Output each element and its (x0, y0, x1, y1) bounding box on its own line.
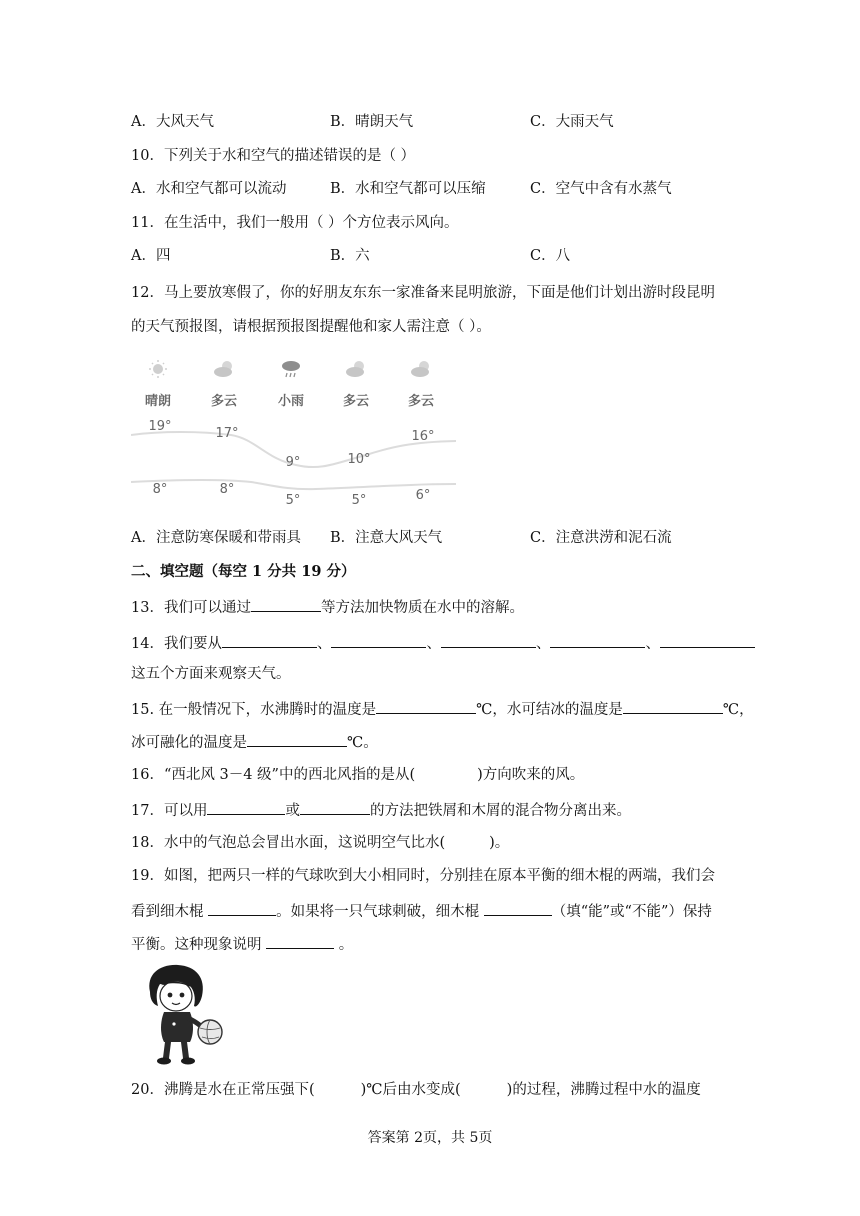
q14-blank-3[interactable] (441, 632, 536, 648)
q17 (131, 799, 631, 821)
cloudy-icon (411, 361, 429, 377)
q19-text-2: 看到细木棍 (131, 904, 209, 920)
q10-option-c: C．空气中含有水蒸气 (530, 181, 672, 197)
q12-option-c: C．注意洪涝和泥石流 (530, 530, 672, 546)
q15-line1 (131, 698, 754, 720)
q15-text-1: 15. 在一般情况下，水沸腾时的温度是 (131, 702, 377, 718)
q12-option-b: B．注意大风天气 (330, 530, 443, 546)
q20-text-2: )℃后由水变成( (360, 1082, 461, 1098)
q15-blank-3[interactable] (247, 731, 347, 747)
section-title-fill-in: 二、填空题（每空 1 分共 19 分） (131, 563, 356, 580)
weather-day-2-label: 多云 (210, 394, 238, 409)
q19-blank-2[interactable] (484, 900, 552, 916)
q20-text-1: 20．沸腾是水在正常压强下( (131, 1082, 315, 1098)
low-temp-curve (131, 480, 456, 489)
q17-text-3: 的方法把铁屑和木屑的混合物分离出来。 (369, 803, 631, 819)
q19-text-6: 。 (334, 937, 354, 953)
q19-blank-3[interactable] (266, 933, 334, 949)
q10-option-b: B．水和空气都可以压缩 (330, 181, 486, 197)
q20-text-3: )的过程，沸腾过程中水的温度 (506, 1082, 701, 1098)
weather-day-4-high: 10° (347, 452, 371, 467)
q14-sep: 、 (316, 636, 332, 652)
q18-text-1: 18．水中的气泡总会冒出水面，这说明空气比水( (131, 835, 446, 851)
q15-text-3: ℃， (722, 702, 754, 718)
q13 (131, 596, 524, 618)
weather-day-5-low: 6° (415, 488, 431, 503)
q14-blank-1[interactable] (222, 632, 317, 648)
q17-text-2: 或 (285, 803, 300, 819)
weather-day-5-label: 多云 (407, 394, 435, 409)
q17-text-1: 17．可以用 (131, 803, 208, 819)
q11-option-b: B．六 (330, 248, 370, 264)
q11-option-a: A．四 (131, 248, 171, 264)
q16 (131, 765, 584, 785)
q20 (131, 1080, 701, 1100)
q12-stem-line1: 12．马上要放寒假了，你的好朋友东东一家准备来昆明旅游，下面是他们计划出游时段昆明 (131, 285, 715, 301)
q15-blank-1[interactable] (376, 698, 476, 714)
weather-day-2-low: 8° (219, 482, 235, 497)
rain-icon (282, 361, 300, 377)
q14-text-1: 14．我们要从 (131, 636, 222, 652)
weather-forecast-chart (131, 355, 461, 515)
q11-option-c: C．八 (530, 248, 571, 264)
q10-stem: 10．下列关于水和空气的描述错误的是（ ） (131, 148, 416, 164)
q14-sep: 、 (426, 636, 441, 652)
q19-line2 (131, 900, 712, 922)
q18-text-2: )。 (489, 835, 510, 851)
cloudy-icon (346, 361, 364, 377)
q11-stem: 11．在生活中，我们一般用（ ）个方位表示风向。 (131, 215, 459, 231)
weather-day-4-low: 5° (351, 493, 367, 508)
q9-option-b: B．晴朗天气 (330, 114, 414, 130)
weather-day-3-high: 9° (285, 455, 301, 470)
weather-day-1-high: 19° (148, 419, 172, 434)
q14-blank-4[interactable] (550, 632, 645, 648)
q19-text-3: 。如果将一只气球刺破，细木棍 (276, 904, 484, 920)
q15-text-5: ℃。 (347, 735, 378, 751)
weather-day-1-label: 晴朗 (144, 394, 172, 409)
q10-option-a: A．水和空气都可以流动 (131, 181, 287, 197)
q12-stem-line2: 的天气预报图，请根据预报图提醒他和家人需注意（ ）。 (131, 319, 491, 335)
girl-with-balloon-illustration (138, 962, 228, 1067)
q9-option-c: C．大雨天气 (530, 114, 614, 130)
q17-blank-1[interactable] (207, 799, 285, 815)
weather-day-1-low: 8° (152, 482, 168, 497)
q14-sep: 、 (645, 636, 660, 652)
q19-text-5: 平衡。这种现象说明 (131, 937, 267, 953)
weather-day-5-high: 16° (411, 429, 435, 444)
q13-blank[interactable] (251, 596, 321, 612)
q12-option-a: A．注意防寒保暖和带雨具 (131, 530, 301, 546)
weather-day-3-label: 小雨 (277, 394, 305, 409)
q15-line2 (131, 731, 378, 753)
q15-text-2: ℃，水可结冰的温度是 (476, 702, 623, 718)
q19-text-4: （填“能”或“不能”）保持 (551, 904, 712, 920)
q18 (131, 833, 509, 853)
q14 (131, 632, 755, 654)
q14-sep: 、 (535, 636, 551, 652)
weather-day-3-low: 5° (285, 493, 301, 508)
q9-option-a: A．大风天气 (131, 114, 214, 130)
q13-text-2: 等方法加快物质在水中的溶解。 (320, 600, 524, 616)
sun-icon (149, 360, 167, 378)
q14-blank-2[interactable] (331, 632, 426, 648)
q15-blank-2[interactable] (623, 698, 723, 714)
q15-text-4: 冰可融化的温度是 (131, 735, 247, 751)
q16-text-1: 16．“西北风 3－4 级”中的西北风指的是从( (131, 767, 416, 783)
q17-blank-2[interactable] (300, 799, 370, 815)
weather-day-2-high: 17° (215, 426, 239, 441)
q14-line2: 这五个方面来观察天气。 (131, 666, 291, 682)
page-footer: 答案第 2页，共 5页 (367, 1130, 493, 1146)
q13-text-1: 13．我们可以通过 (131, 600, 251, 616)
cloudy-icon (214, 361, 232, 377)
q14-blank-5[interactable] (660, 632, 755, 648)
weather-day-4-label: 多云 (342, 394, 370, 409)
q16-text-2: )方向吹来的风。 (477, 767, 585, 783)
q19-blank-1[interactable] (208, 900, 276, 916)
q19-line3 (131, 933, 353, 955)
q19-line1: 19．如图，把两只一样的气球吹到大小相同时，分别挂在原本平衡的细木棍的两端，我们会 (131, 868, 715, 884)
